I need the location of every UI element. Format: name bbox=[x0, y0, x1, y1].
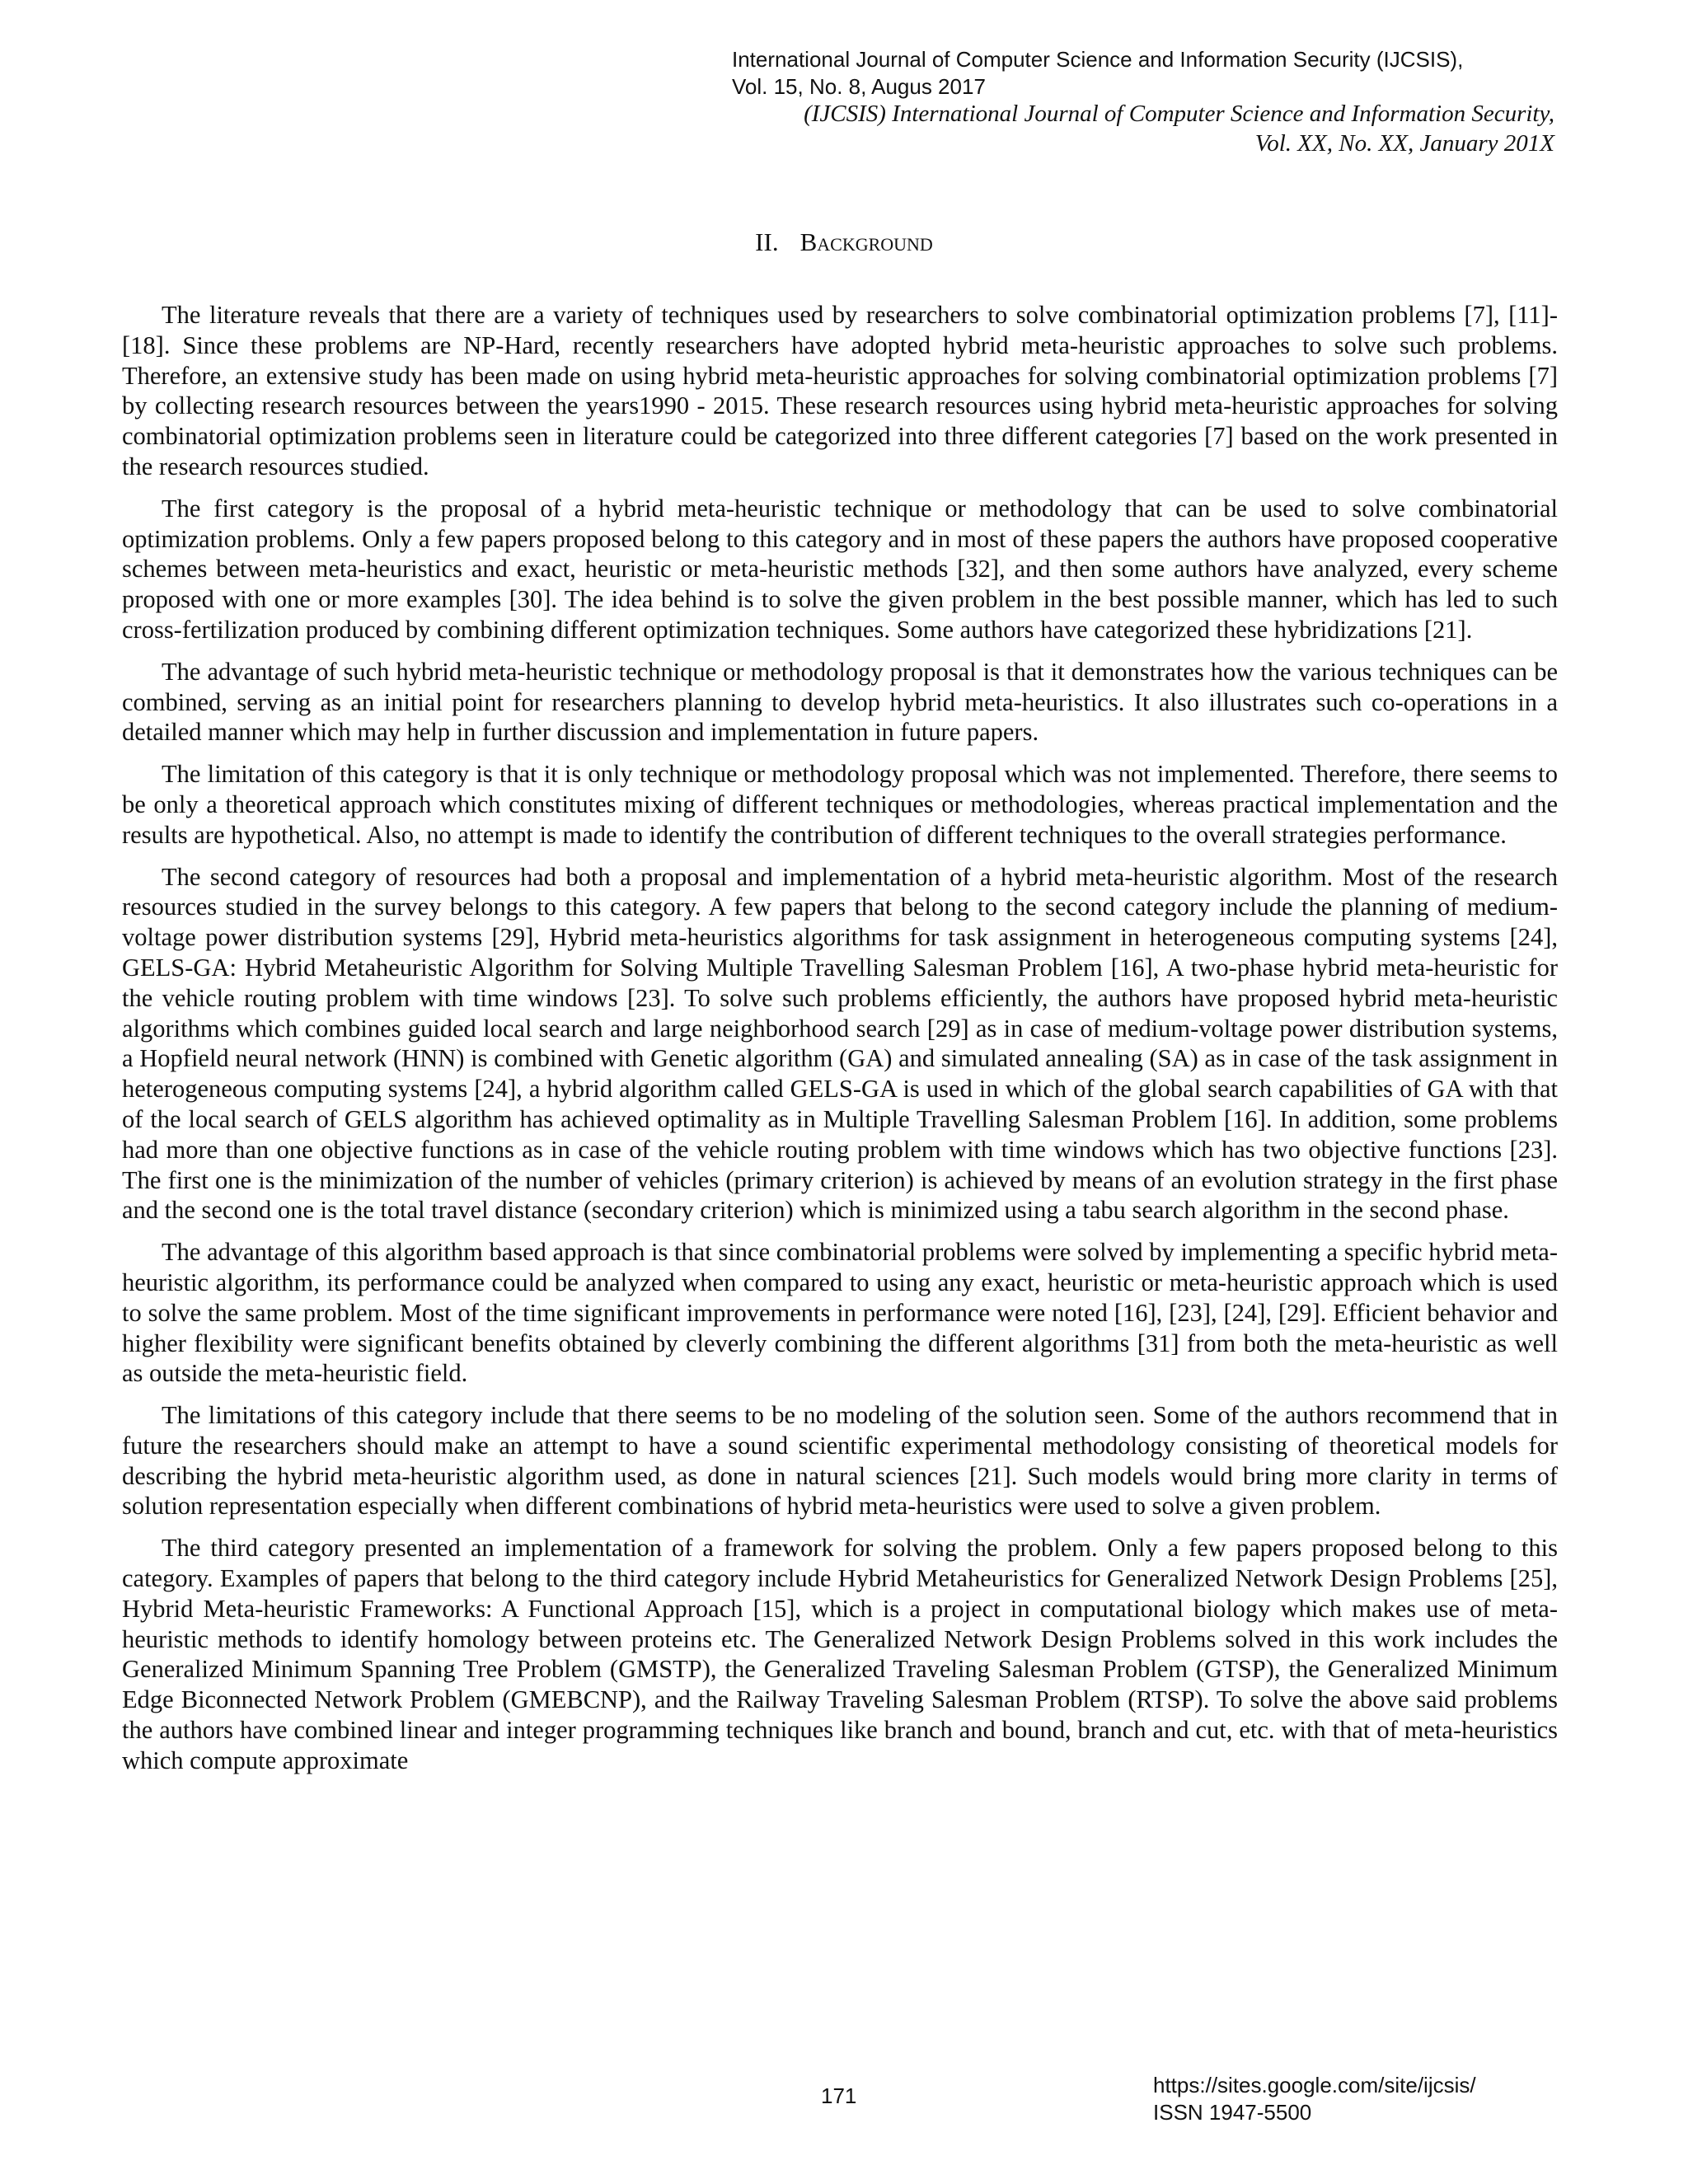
footer-info bbox=[1153, 2072, 1476, 2126]
footer-url: https://sites.google.com/site/ijcsis/ bbox=[1153, 2073, 1476, 2097]
journal-volume-line: Vol. 15, No. 8, Augus 2017 bbox=[732, 74, 986, 99]
journal-header bbox=[732, 46, 1463, 101]
paragraph-8: The third category presented an implementation of a framework for solving the problem. Only a few papers proposed belong to this category. Examples of papers that belong to the third category include Hybrid Metaheuristics for Generalized Network Design Problems [25], Hybrid Meta-heuristic Frameworks: A Functional Approach [15], which is a project in computational biology which makes use of meta-heuristic methods to identify homology between proteins etc. The Generalized Network Design Problems solved in this work includes the Generalized Minimum Spanning Tree Problem (GMSTP), the Generalized Traveling Salesman Problem (GTSP), the Generalized Minimum Edge Biconnected Network Problem (GMEBCNP), and the Railway Traveling Salesman Problem (RTSP). To solve the above said problems the authors have combined linear and integer programming techniques like branch and bound, branch and cut, etc. with that of meta-heuristics which compute approximate bbox=[122, 1534, 1558, 1774]
paragraph-7: The limitations of this category include that there seems to be no modeling of the solution seen. Some of the authors recommend that in future the researchers should make an attempt to have a sound scientific experimental methodology consisting of theoretical models for describing the hybrid meta-heuristic algorithm used, as done in natural sciences [21]. Such models would bring more clarity in terms of solution representation especially when different combinations of hybrid meta-heuristics were used to solve a given problem. bbox=[122, 1401, 1558, 1521]
paragraph-1: The literature reveals that there are a variety of techniques used by researchers to solve combinatorial optimization problems [7], [11]-[18]. Since these problems are NP-Hard, recently researchers have adopted hybrid meta-heuristic approaches to solve such problems. Therefore, an extensive study has been made on using hybrid meta-heuristic approaches for solving combinatorial optimization problems [7] by collecting research resources between the years1990 - 2015. These research resources using hybrid meta-heuristic approaches for solving combinatorial optimization problems seen in literature could be categorized into three different categories [7] based on the work presented in the research resources studied. bbox=[122, 301, 1558, 480]
section-title: Background bbox=[799, 227, 933, 256]
section-numeral: II. bbox=[755, 227, 779, 256]
page-number: 171 bbox=[821, 2083, 857, 2108]
template-header bbox=[648, 99, 1554, 158]
footer-issn: ISSN 1947-5500 bbox=[1153, 2100, 1312, 2125]
paragraph-5: The second category of resources had both a proposal and implementation of a hybrid meta-heuristic algorithm. Most of the research resources studied in the survey belongs to this category. A few papers that belong to the second category include the planning of medium-voltage power distribution systems [29], Hybrid meta-heuristics algorithms for task assignment in heterogeneous computing systems [24], GELS-GA: Hybrid Metaheuristic Algorithm for Solving Multiple Travelling Salesman Problem [16], A two-phase hybrid meta-heuristic for the vehicle routing problem with time windows [23]. To solve such problems efficiently, the authors have proposed hybrid meta-heuristic algorithms which combines guided local search and large neighborhood search [29] as in case of medium-voltage power distribution systems, a Hopfield neural network (HNN) is combined with Genetic algorithm (GA) and simulated annealing (SA) as in case of the task assignment in heterogeneous computing systems [24], a hybrid algorithm called GELS-GA is used in which of the global search capabilities of GA with that of the local search of GELS algorithm has achieved optimality as in Multiple Travelling Salesman Problem [16]. In addition, some problems had more than one objective functions as in case of the vehicle routing problem with time windows which has two objective functions [23]. The first one is the minimization of the number of vehicles (primary criterion) is achieved by means of an evolution strategy in the first phase and the second one is the total travel distance (secondary criterion) which is minimized using a tabu search algorithm in the second phase. bbox=[122, 862, 1558, 1225]
paragraph-3: The advantage of such hybrid meta-heuristic technique or methodology proposal is that it demonstrates how the various techniques can be combined, serving as an initial point for researchers planning to develop hybrid meta-heuristics. It also illustrates such co-operations in a detailed manner which may help in further discussion and implementation in future papers. bbox=[122, 657, 1558, 747]
journal-title-line: International Journal of Computer Science and Information Security (IJCSIS), bbox=[732, 47, 1464, 72]
paragraph-2: The first category is the proposal of a hybrid meta-heuristic technique or methodology that can be used to solve combinatorial optimization problems. Only a few papers proposed belong to this category and in most of these papers the authors have proposed cooperative schemes between meta-heuristics and exact, heuristic or meta-heuristic methods [32], and then some authors have analyzed, every scheme proposed with one or more examples [30]. The idea behind is to solve the given problem in the best possible manner, which has led to such cross-fertilization produced by combining different optimization techniques. Some authors have categorized these hybridizations [21]. bbox=[122, 494, 1558, 644]
template-title-line: (IJCSIS) International Journal of Computer Science and Information Security, bbox=[804, 101, 1554, 127]
paragraph-6: The advantage of this algorithm based approach is that since combinatorial problems were solved by implementing a specific hybrid meta-heuristic algorithm, its performance could be analyzed when compared to using any exact, heuristic or meta-heuristic approach which is used to solve the same problem. Most of the time significant improvements in performance were noted [16], [23], [24], [29]. Efficient behavior and higher flexibility were significant benefits obtained by cleverly combining the different algorithms [31] from both the meta-heuristic as well as outside the meta-heuristic field. bbox=[122, 1238, 1558, 1388]
template-volume-line: Vol. XX, No. XX, January 201X bbox=[1254, 130, 1554, 157]
paragraph-4: The limitation of this category is that it is only technique or methodology proposal which was not implemented. Therefore, there seems to be only a theoretical approach which constitutes mixing of different techniques or methodologies, whereas practical implementation and the results are hypothetical. Also, no attempt is made to identify the contribution of different techniques to the overall strategies performance. bbox=[122, 760, 1558, 849]
section-heading bbox=[0, 227, 1688, 257]
body-text bbox=[122, 300, 1558, 1788]
